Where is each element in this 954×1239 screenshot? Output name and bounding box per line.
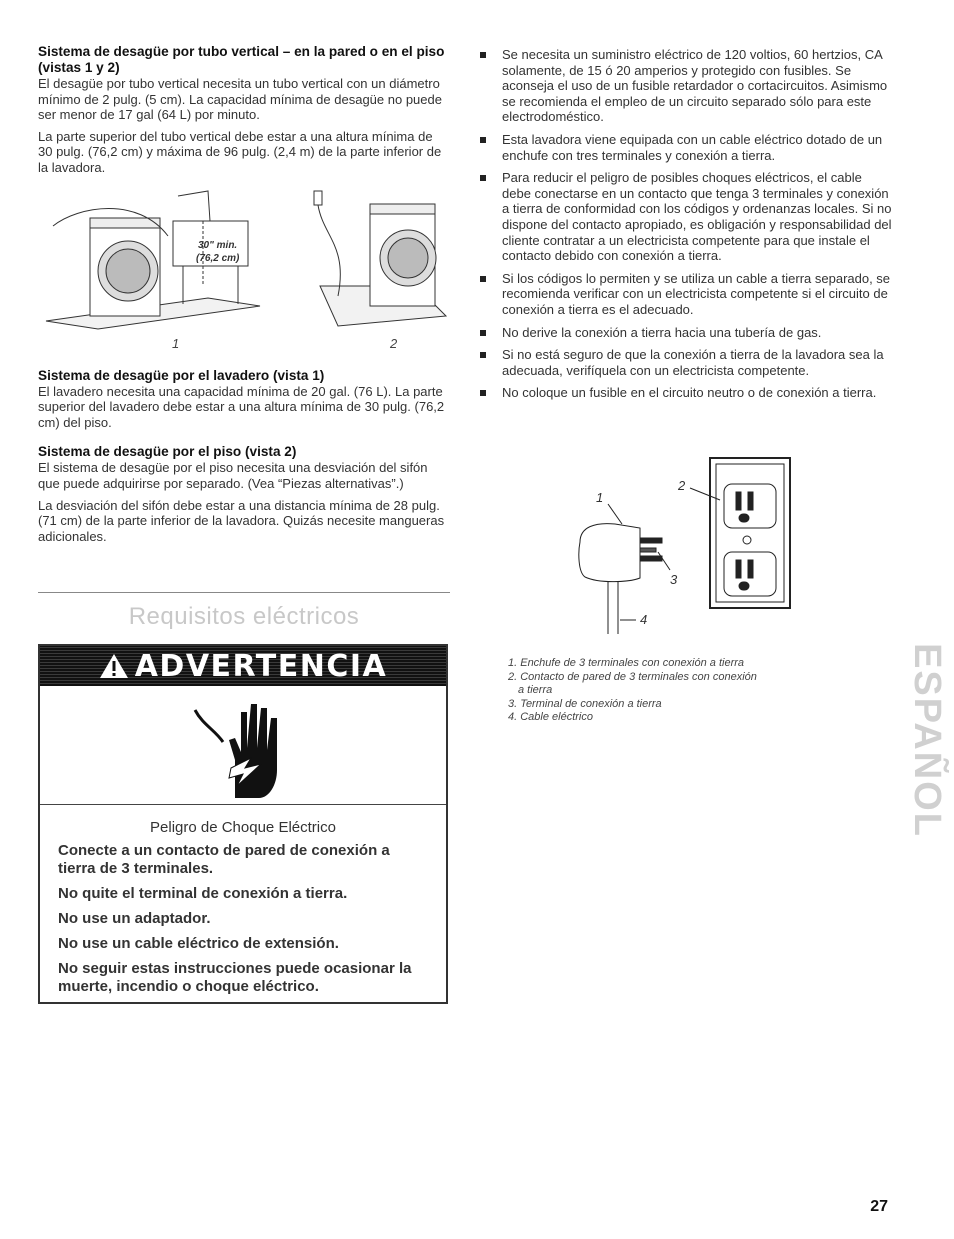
plug-and-outlet-drawing	[570, 452, 800, 642]
drain-illustration	[38, 186, 450, 356]
grounded-outlet-illustration	[570, 452, 800, 642]
warning-word: ADVERTENCIA	[134, 648, 388, 684]
height-label-inches: 30" min.	[198, 239, 238, 251]
caption-3: 3. Terminal de conexión a tierra	[508, 697, 662, 710]
warning-line-3: No use un adaptador.	[58, 910, 211, 927]
three-prong-plug	[579, 524, 662, 634]
electric-shock-hand-icon	[185, 690, 305, 800]
callout-label-4: 4	[640, 612, 648, 627]
right-column	[478, 47, 894, 408]
laundry-tub-drain-heading: Sistema de desagüe por el lavadero (vista 1)	[38, 367, 325, 383]
floor-drain-paragraph-2: La desviación del sifón debe estar a una distancia mínima de 28 pulg. (71 cm) de la parte inferior de la lavadora. Quizás necesite mangueras adicionales.	[38, 497, 445, 544]
washer-drain-drawing	[38, 186, 450, 336]
warning-text	[40, 805, 446, 996]
floor-drain-paragraph-1: El sistema de desagüe por el piso necesita una desviación del sifón que puede adquirirse por separado. (Vea “Piezas alternativas”.)	[38, 460, 428, 491]
callout-label-3: 3	[670, 572, 678, 587]
view-2-drawing	[314, 191, 446, 326]
warning-line-5: No seguir estas instrucciones puede ocasionar la muerte, incendio o choque eléctrico.	[58, 960, 412, 995]
standpipe-drain-heading: Sistema de desagüe por tubo vertical – en la pared o en el piso (vistas 1 y 2)	[38, 44, 445, 75]
wall-outlet	[710, 458, 790, 608]
language-tab-label: ESPAÑOL	[905, 642, 948, 838]
warning-line-4: No use un cable eléctrico de extensión.	[58, 935, 339, 952]
height-label-cm: (76,2 cm)	[196, 252, 240, 264]
figure-captions	[508, 657, 868, 725]
standpipe-paragraph-2: La parte superior del tubo vertical debe estar a una altura mínima de 30 pulg. (76,2 cm) y máxima de 96 pulg. (2,4 m) de la parte inferior de la lavadora.	[38, 128, 442, 175]
callout-label-2: 2	[678, 478, 686, 493]
electrical-bullet-list	[478, 47, 894, 401]
electrical-requirements-heading: Requisitos eléctricos	[38, 592, 450, 631]
warning-header	[40, 646, 446, 686]
view-2-label: 2	[390, 335, 398, 351]
warning-title: Peligro de Choque Eléctrico	[150, 819, 336, 836]
list-item: Para reducir el peligro de posibles choques eléctricos, el cable debe conectarse en un contacto que tenga 3 terminales y conexión a tierra de conformidad con los códigos y ordenanzas locales. Si no dispone del contacto apropiado, es obligación y responsabilidad del cliente contratar a un electricista competente para que instale el contacto debido con conexión a tierra.	[478, 170, 894, 264]
caption-4: 4. Cable eléctrico	[508, 711, 593, 724]
left-column	[38, 44, 450, 550]
caption-1: 1. Enchufe de 3 terminales con conexión a tierra	[508, 657, 745, 669]
floor-drain-heading: Sistema de desagüe por el piso (vista 2)	[38, 444, 297, 460]
hazard-symbol-area	[40, 686, 446, 805]
warning-line-1: Conecte a un contacto de pared de conexión a tierra de 3 terminales.	[58, 842, 390, 877]
laundry-tub-paragraph: El lavadero necesita una capacidad mínima de 20 gal. (76 L). La parte superior del lavadero debe estar a una altura mínima de 30 pulg. (76,2 cm) del piso.	[38, 383, 445, 430]
list-item: Si los códigos lo permiten y se utiliza un cable a tierra separado, se recomienda verificar con un electricista competente si el circuito de conexión a tierra es el adecuado.	[478, 271, 894, 318]
language-side-tab	[905, 642, 948, 838]
page-number: 27	[870, 1198, 888, 1215]
caption-2: 2. Contacto de pared de 3 terminales con conexión	[508, 670, 757, 683]
warning-box	[38, 644, 448, 1004]
view-1-label: 1	[172, 335, 180, 351]
warning-line-2: No quite el terminal de conexión a tierra.	[58, 885, 348, 902]
list-item: No derive la conexión a tierra hacia una tubería de gas.	[478, 325, 894, 341]
standpipe-paragraph-1: El desagüe por tubo vertical necesita un tubo vertical con un diámetro mínimo de 2 pulg. (5 cm). La capacidad mínima de desagüe no puede ser menor de 17 gal (64 L) por minuto.	[38, 76, 442, 123]
list-item: Se necesita un suministro eléctrico de 120 voltios, 60 hertzios, CA solamente, de 15 ó 20 amperios y protegido con fusibles. Se aconseja el uso de un fusible retardador o cortacircuitos. Asimismo se recomienda el empleo de un circuito separado sólo para este electrodoméstico.	[478, 47, 894, 125]
warning-triangle-icon	[99, 652, 129, 680]
list-item: No coloque un fusible en el circuito neutro o de conexión a tierra.	[478, 385, 894, 401]
callout-label-1: 1	[596, 490, 604, 505]
caption-2-cont: a tierra	[518, 684, 553, 697]
list-item: Si no está seguro de que la conexión a tierra de la lavadora sea la adecuada, verifíquela con un electricista competente.	[478, 347, 894, 378]
list-item: Esta lavadora viene equipada con un cable eléctrico dotado de un enchufe con tres terminales y conexión a tierra.	[478, 132, 894, 163]
